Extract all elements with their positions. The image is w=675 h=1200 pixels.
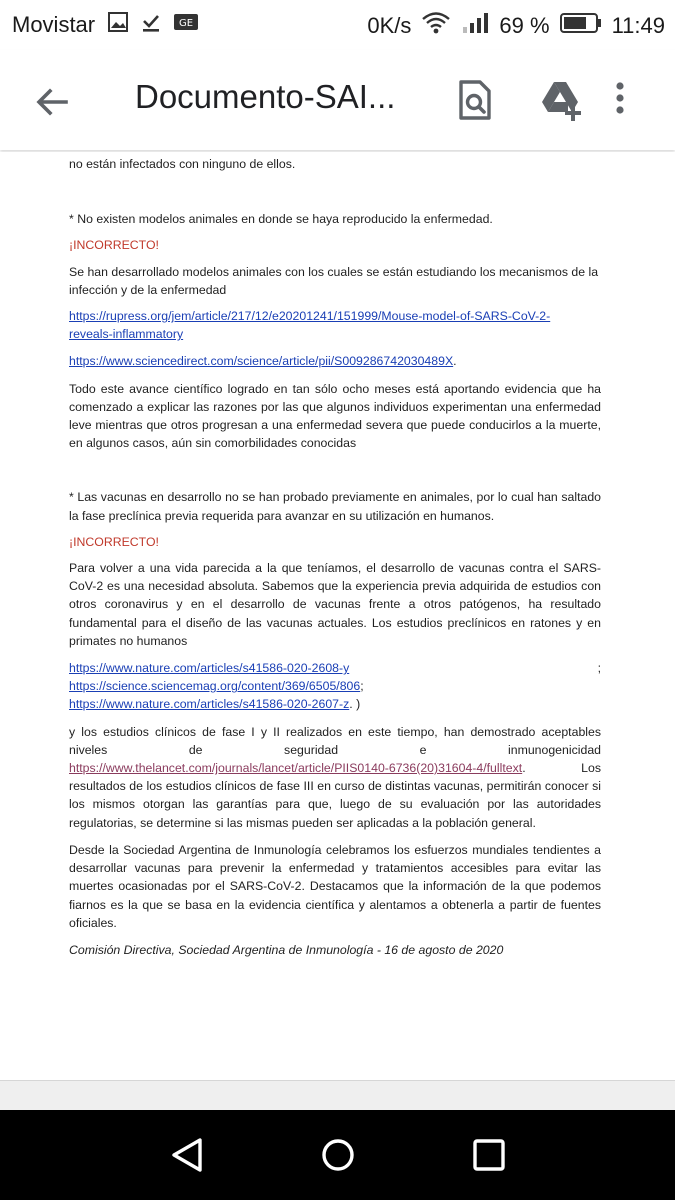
paren-close: . ) xyxy=(349,697,361,712)
paragraph: Desde la Sociedad Argentina de Inmunología celebramos los esfuerzos mundiales tendientes a desarrollar vacunas para prevenir la enfermedad y tratamientos accesibles para evitar las muertes ocasionadas por el SARS-CoV-2. Destacamos que la información de la que podemos fiarnos es la que se basa en la evidencia científica y alentamos a obtenerla a partir de fuentes oficiales. xyxy=(69,842,601,930)
gallery-badge-icon xyxy=(173,12,199,38)
clock: 11:49 xyxy=(611,13,665,38)
battery-percent: 69 % xyxy=(499,13,550,38)
battery-icon xyxy=(560,12,602,40)
svg-text:GE: GE xyxy=(179,18,194,29)
status-bar-right xyxy=(367,11,665,41)
incorrect-label: ¡INCORRECTO! xyxy=(69,534,159,549)
more-vert-icon[interactable] xyxy=(610,78,630,122)
network-speed: 0K/s xyxy=(367,13,412,38)
nature-link-2[interactable]: https://www.nature.com/articles/s41586-020-2607-z xyxy=(69,697,350,712)
paragraph: no están infectados con ninguno de ellos. xyxy=(69,157,296,171)
sciencemag-link[interactable]: https://science.sciencemag.org/content/369/6505/806 xyxy=(69,679,361,694)
download-done-icon xyxy=(141,11,161,39)
rupress-link[interactable]: https://rupress.org/jem/article/217/12/e20201241/151999/Mouse-model-of-SARS-CoV-2- xyxy=(69,309,551,324)
signal-icon xyxy=(461,11,489,41)
document-title: Documento-SAI... xyxy=(135,78,396,115)
circle-home-icon[interactable] xyxy=(318,1135,358,1175)
status-bar xyxy=(0,0,675,50)
paragraph: Todo este avance científico logrado en tan sólo ocho meses está aportando evidencia que ha comenzado a explicar las razones por las que algunos individuos experimentan una enfermedad leve mientras que otros progresan a una enfermedad severa que puede conducirlos a la muerte, en algunos casos, aún sin comorbilidades conocidas xyxy=(69,381,601,451)
semicolon: ; xyxy=(360,679,364,694)
paragraph: * Las vacunas en desarrollo no se han probado previamente en animales, por lo cual han saltado la fase preclínica previa requerida para avanzar en su utilización en humanos. xyxy=(69,490,601,523)
signature: Comisión Directiva, Sociedad Argentina de Inmunología - 16 de agosto de 2020 xyxy=(69,942,504,957)
status-bar-left xyxy=(12,11,199,39)
arrow-back-icon[interactable] xyxy=(30,80,74,124)
paragraph xyxy=(69,723,601,832)
link-paragraph xyxy=(69,307,601,343)
semicolon: ; xyxy=(597,661,601,676)
nature-link-1[interactable]: https://www.nature.com/articles/s41586-020-2608-y xyxy=(69,661,350,676)
incorrect-label: ¡INCORRECTO! xyxy=(69,238,159,253)
paragraph: * No existen modelos animales en donde se haya reproducido la enfermedad. xyxy=(69,212,493,227)
link-paragraph xyxy=(69,352,601,370)
find-in-page-icon[interactable] xyxy=(453,78,497,122)
document-viewer[interactable] xyxy=(0,152,675,1080)
app-bar xyxy=(0,50,675,150)
period: . xyxy=(453,354,457,369)
text-run: y los estudios clínicos de fase I y II realizados en este tiempo, han demostrado aceptables niveles de seguridad e inmunogenicidad xyxy=(69,724,601,757)
navigation-bar xyxy=(0,1110,675,1200)
image-icon xyxy=(107,11,129,39)
text-run: . Los resultados de los estudios clínicos de fase III en curso de distintas vacunas, permitirán conocer si los mismos otorgan las garantías para que, luego de su evaluación por las autoridades regulatorias, se determine si las mismas pueden ser aplicadas a la población general. xyxy=(69,761,601,830)
rupress-link-cont[interactable]: reveals-inflammatory xyxy=(69,327,184,342)
add-to-drive-icon[interactable] xyxy=(540,78,584,122)
paragraph: Se han desarrollado modelos animales con los cuales se están estudiando los mecanismos de la infección y de la enfermedad xyxy=(69,264,599,297)
sciencedirect-link[interactable]: https://www.sciencedirect.com/science/article/pii/S009286742030489X xyxy=(69,354,454,369)
link-paragraph xyxy=(69,659,601,714)
square-recents-icon[interactable] xyxy=(469,1135,509,1175)
lancet-link[interactable]: https://www.thelancet.com/journals/lancet/article/PIIS0140-6736(20)31604-4/fulltext xyxy=(69,761,523,776)
wifi-icon xyxy=(421,11,451,41)
carrier-name: Movistar xyxy=(12,12,96,37)
document-page xyxy=(69,152,601,959)
paragraph: Para volver a una vida parecida a la que teníamos, el desarrollo de vacunas contra el SARS-CoV-2 es una necesidad absoluta. Sabemos que la experiencia previa adquirida de estudios con otros coronavirus y en el desarrollo de vacunas frente a otros patógenos, ha resultado fundamental para el diseño de las vacunas actuales. Los estudios preclínicos en ratones y en primates no humanos xyxy=(69,561,601,648)
bottom-strip xyxy=(0,1080,675,1110)
triangle-back-icon[interactable] xyxy=(168,1135,208,1175)
